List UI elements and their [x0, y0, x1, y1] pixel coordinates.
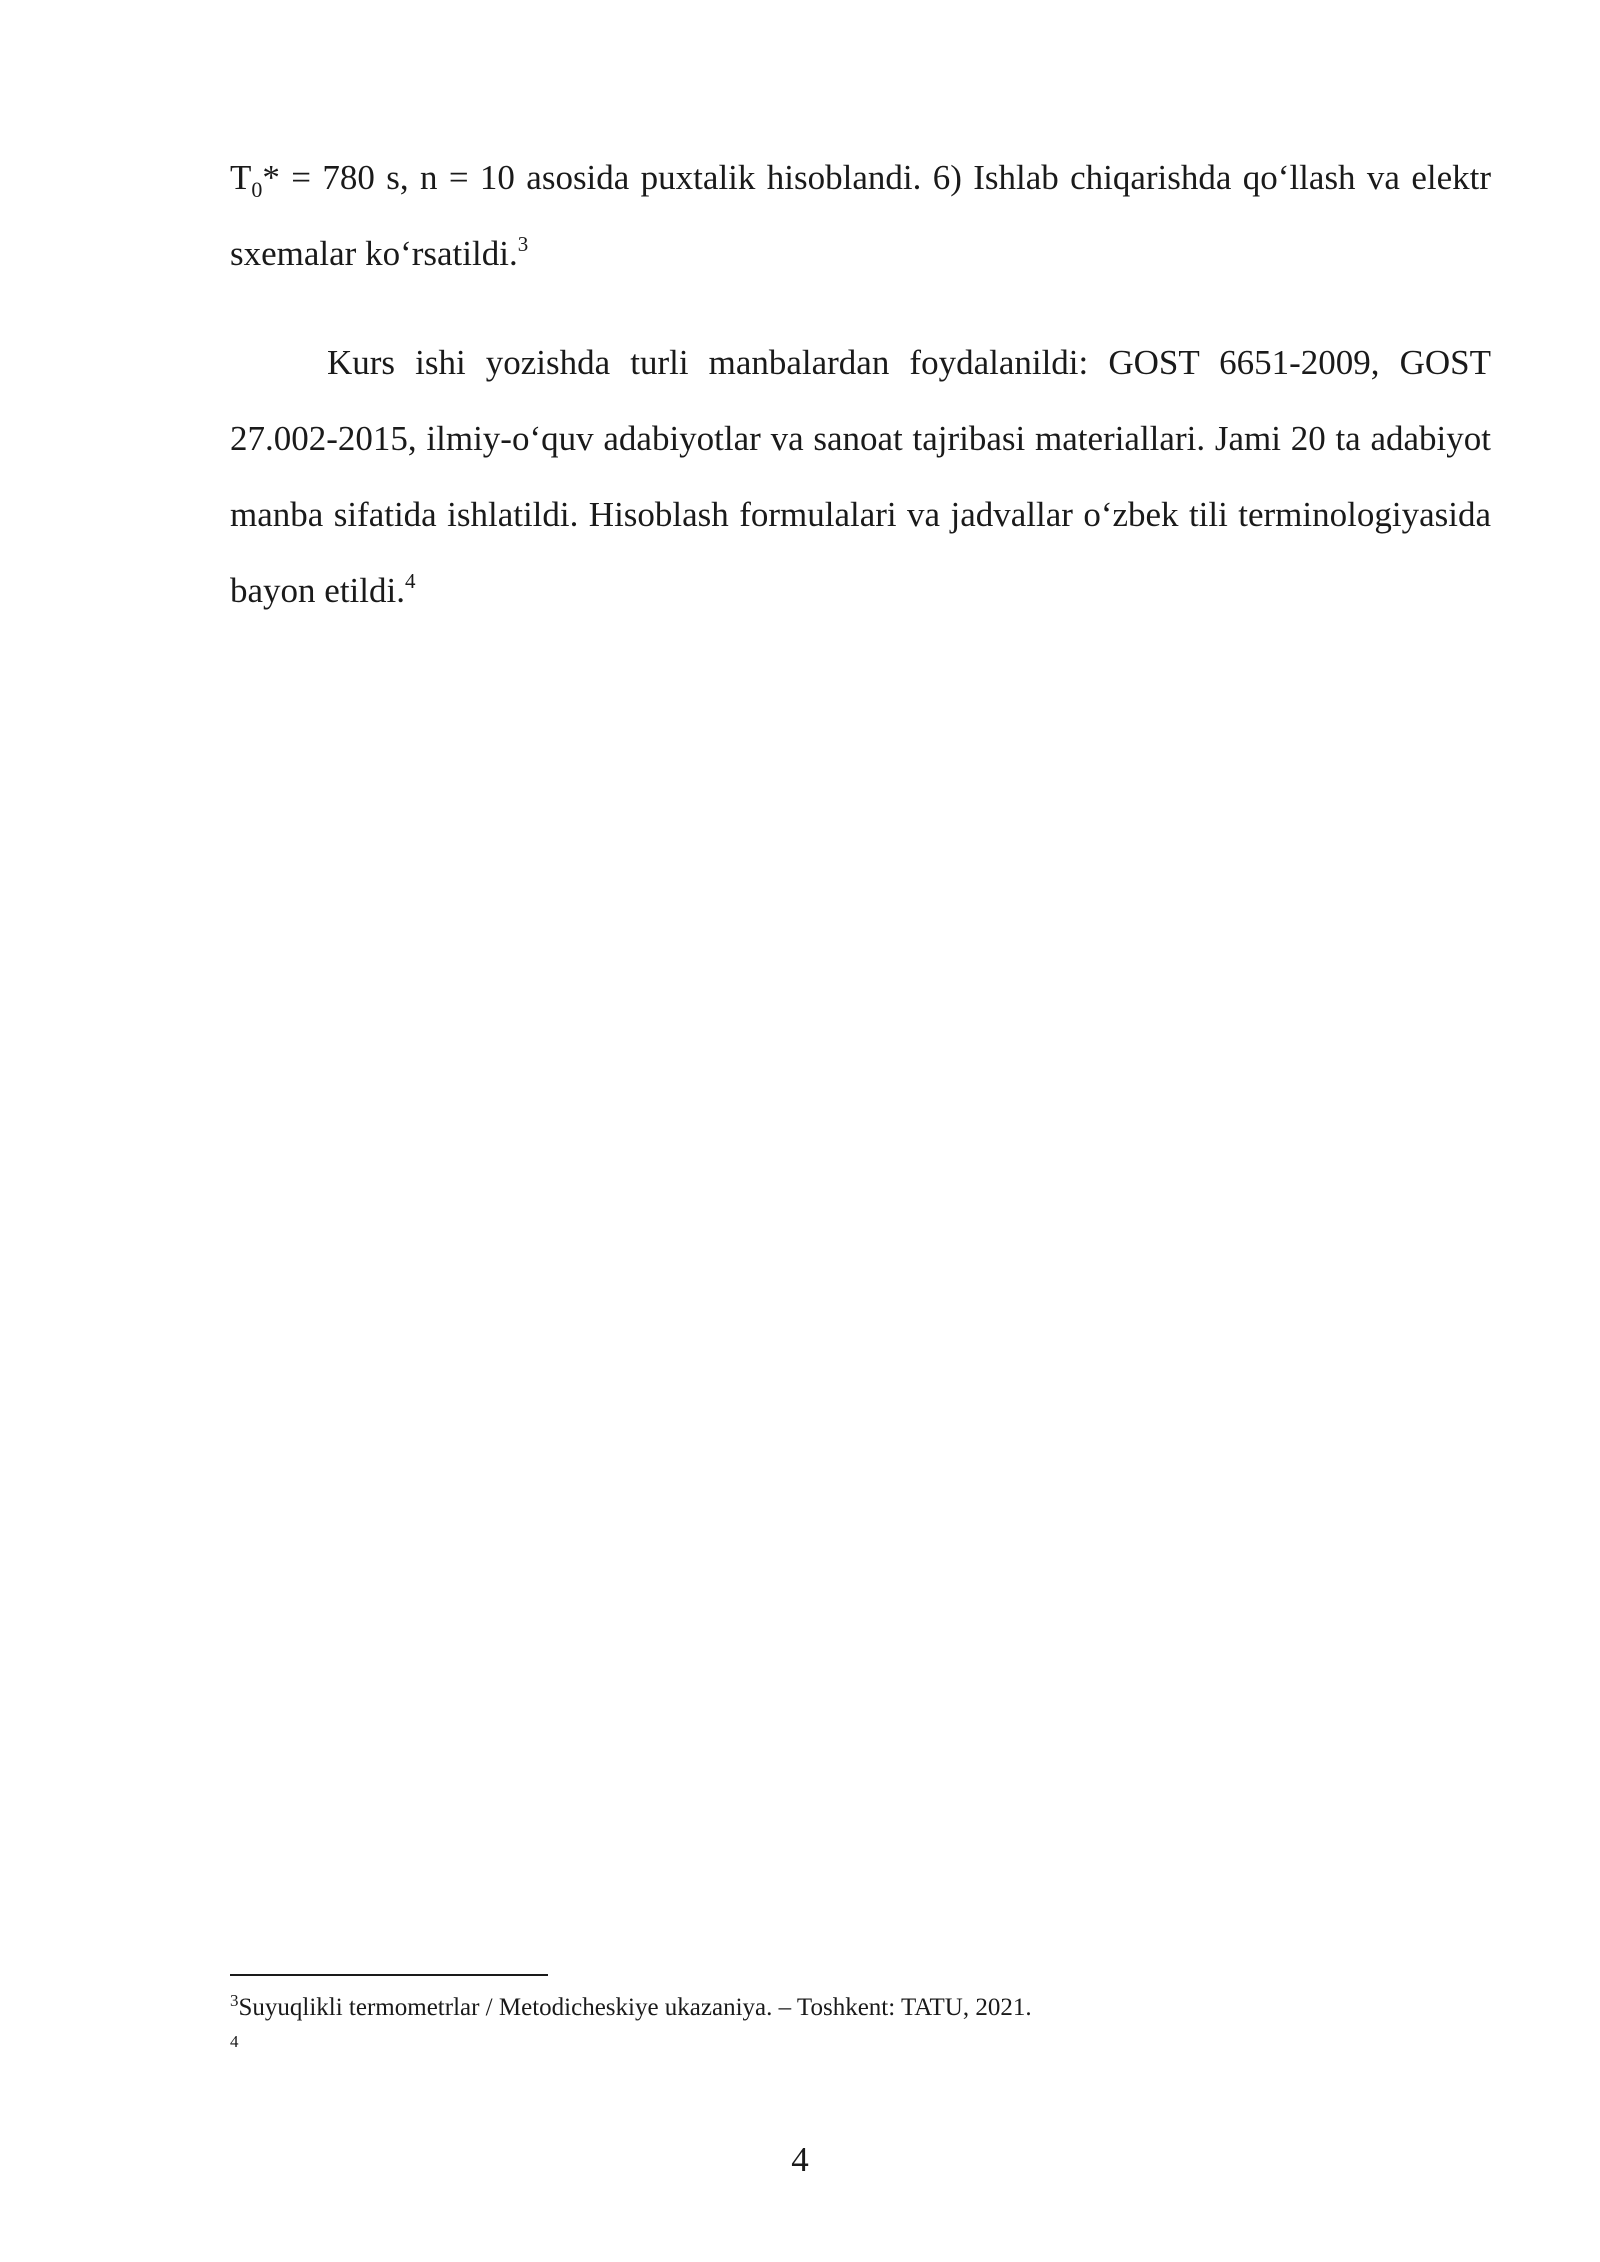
paragraph-results-text: * = 780 s, n = 10 asosida puxtalik hisoblandi. 6) Ishlab chiqarishda qo‘llash va elektr sxemalar ko‘rsatildi. — [230, 158, 1491, 273]
footnote-4-mark: 4 — [230, 2032, 239, 2051]
symbol-t-subscript: 0 — [251, 177, 263, 202]
footnote-3-mark: 3 — [230, 1991, 239, 2010]
footnote-ref-3[interactable]: 3 — [517, 232, 529, 256]
paragraph-sources-text: Kurs ishi yozishda turli manbalardan foydalanildi: GOST 6651-2009, GOST 27.002-2015, ilmiy-o‘quv adabiyotlar va sanoat tajribasi materiallari. Jami 20 ta adabiyot manba sifatida ishlatildi. Hisoblash formulalari va jadvallar o‘zbek tili terminologiyasida bayon etildi. — [230, 343, 1491, 610]
paragraph-sources — [230, 325, 1491, 629]
page-number: 4 — [791, 2140, 809, 2179]
footnote-3-text: Suyuqlikli termometrlar / Metodicheskiye ukazaniya. – Toshkent: TATU, 2021. — [238, 1994, 1032, 2021]
symbol-t: T — [230, 158, 252, 197]
footnote-3 — [230, 1993, 1032, 2023]
footnote-separator — [230, 1974, 548, 1976]
footnote-4 — [230, 2034, 239, 2064]
paragraph-results — [230, 140, 1491, 292]
footnote-ref-4[interactable]: 4 — [404, 569, 416, 593]
